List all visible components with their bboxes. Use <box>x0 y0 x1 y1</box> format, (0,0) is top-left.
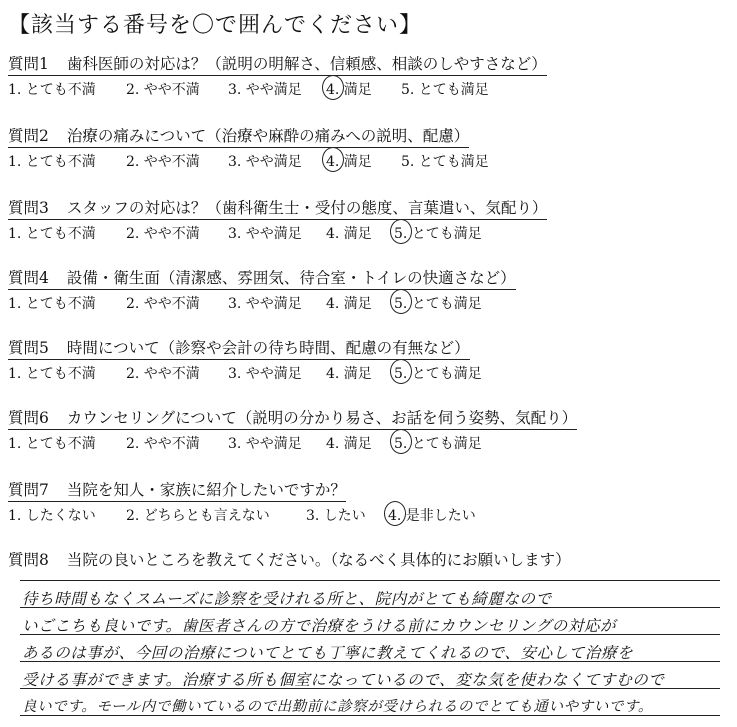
free-text-answer[interactable] <box>20 576 720 716</box>
option-1[interactable]: 1. したくない <box>8 508 96 524</box>
question-6 <box>8 406 728 453</box>
question-1 <box>8 52 728 99</box>
option-2[interactable]: 2. やや不満 <box>126 366 200 382</box>
option-2[interactable]: 2. やや不満 <box>126 226 200 242</box>
option-4[interactable]: 4. 満足 <box>326 366 372 382</box>
question-title <box>8 196 547 220</box>
option-5-selected[interactable]: 5. とても満足 <box>394 433 504 453</box>
question-text: カウンセリングについて（説明の分かり易さ、お話を伺う姿勢、気配り） <box>66 409 578 427</box>
question-text: 当院を知人・家族に紹介したいですか？ <box>66 481 346 499</box>
option-2[interactable]: 2. やや不満 <box>126 154 200 170</box>
option-3[interactable]: 3. やや満足 <box>228 436 302 452</box>
option-1[interactable]: 1. とても不満 <box>8 436 96 452</box>
question-4 <box>8 266 728 313</box>
option-5-selected[interactable]: 5. とても満足 <box>394 223 504 243</box>
question-text: 治療の痛みについて（治療や麻酔の痛みへの説明、配慮） <box>66 127 470 145</box>
question-7 <box>8 478 728 525</box>
question-text: 当院の良いところを教えてください。（なるべく具体的にお願いします） <box>66 551 571 569</box>
question-title <box>8 52 547 76</box>
option-5-selected[interactable]: 5. とても満足 <box>394 363 504 383</box>
question-text: 時間について（診察や会計の待ち時間、配慮の有無など） <box>66 339 470 357</box>
option-3[interactable]: 3. やや満足 <box>228 296 302 312</box>
option-5[interactable]: 5. とても満足 <box>401 82 489 98</box>
option-4[interactable]: 4. 満足 <box>326 436 372 452</box>
question-number: 質問1 <box>8 55 49 73</box>
handwritten-line: 待ち時間もなくスムーズに診察を受けれる所と、院内がとても綺麗なので <box>22 590 552 608</box>
instruction-header: 【該当する番号を〇で囲んでください】 <box>8 13 423 38</box>
question-title <box>8 124 469 148</box>
option-1[interactable]: 1. とても不満 <box>8 226 96 242</box>
options-row <box>8 433 728 453</box>
question-2 <box>8 124 728 171</box>
question-number: 質問7 <box>8 481 49 499</box>
ruled-line <box>20 580 720 581</box>
option-1[interactable]: 1. とても不満 <box>8 366 96 382</box>
option-4-selected[interactable]: 4. 是非したい <box>388 505 498 525</box>
option-2[interactable]: 2. やや不満 <box>126 82 200 98</box>
question-text: 設備・衛生面（清潔感、雰囲気、待合室・トイレの快適さなど） <box>66 269 516 287</box>
option-1[interactable]: 1. とても不満 <box>8 82 96 98</box>
question-text: 歯科医師の対応は？（説明の明解さ、信頼感、相談のしやすさなど） <box>66 55 547 73</box>
question-number: 質問4 <box>8 269 49 287</box>
option-1[interactable]: 1. とても不満 <box>8 296 96 312</box>
option-2[interactable]: 2. どちらとも言えない <box>126 508 270 524</box>
options-row <box>8 223 728 243</box>
option-3[interactable]: 3. やや満足 <box>228 154 302 170</box>
question-number: 質問6 <box>8 409 49 427</box>
question-3 <box>8 196 728 243</box>
option-4[interactable]: 4. 満足 <box>326 226 372 242</box>
question-title <box>8 266 516 290</box>
question-title <box>8 548 571 571</box>
question-8 <box>8 548 728 571</box>
question-title <box>8 478 346 502</box>
option-3[interactable]: 3. やや満足 <box>228 366 302 382</box>
option-2[interactable]: 2. やや不満 <box>126 296 200 312</box>
options-row <box>8 505 728 525</box>
options-row <box>8 293 728 313</box>
question-number: 質問5 <box>8 339 49 357</box>
question-title <box>8 406 577 430</box>
option-1[interactable]: 1. とても不満 <box>8 154 96 170</box>
question-text: スタッフの対応は？（歯科衛生士・受付の態度、言葉遣い、気配り） <box>66 199 548 217</box>
options-row <box>8 363 728 383</box>
handwritten-line: いごこちも良いです。歯医者さんの方で治療をうける前にカウンセリングの対応が <box>22 617 617 635</box>
option-3[interactable]: 3. したい <box>306 508 366 524</box>
handwritten-line: あるのは事が、今回の治療についてとても丁寧に教えてくれるので、安心して治療を <box>22 644 634 662</box>
option-3[interactable]: 3. やや満足 <box>228 82 302 98</box>
option-4[interactable]: 4. 満足 <box>326 296 372 312</box>
option-2[interactable]: 2. やや不満 <box>126 436 200 452</box>
question-number: 質問2 <box>8 127 49 145</box>
options-row <box>8 79 728 99</box>
question-5 <box>8 336 728 383</box>
option-4-selected[interactable]: 4. 満足 <box>326 79 401 99</box>
handwritten-line: 良いです。モール内で働いているので出勤前に診察が受けられるのでとても通いやすいです。 <box>22 699 654 715</box>
option-5-selected[interactable]: 5. とても満足 <box>394 293 504 313</box>
option-3[interactable]: 3. やや満足 <box>228 226 302 242</box>
question-title <box>8 336 470 360</box>
question-number: 質問8 <box>8 551 49 569</box>
question-number: 質問3 <box>8 199 49 217</box>
options-row <box>8 151 728 171</box>
option-4-selected[interactable]: 4. 満足 <box>326 151 401 171</box>
option-5[interactable]: 5. とても満足 <box>401 154 489 170</box>
handwritten-line: 受ける事ができます。治療する所も個室になっているので、変な気を使わなくてすむので <box>22 671 665 689</box>
